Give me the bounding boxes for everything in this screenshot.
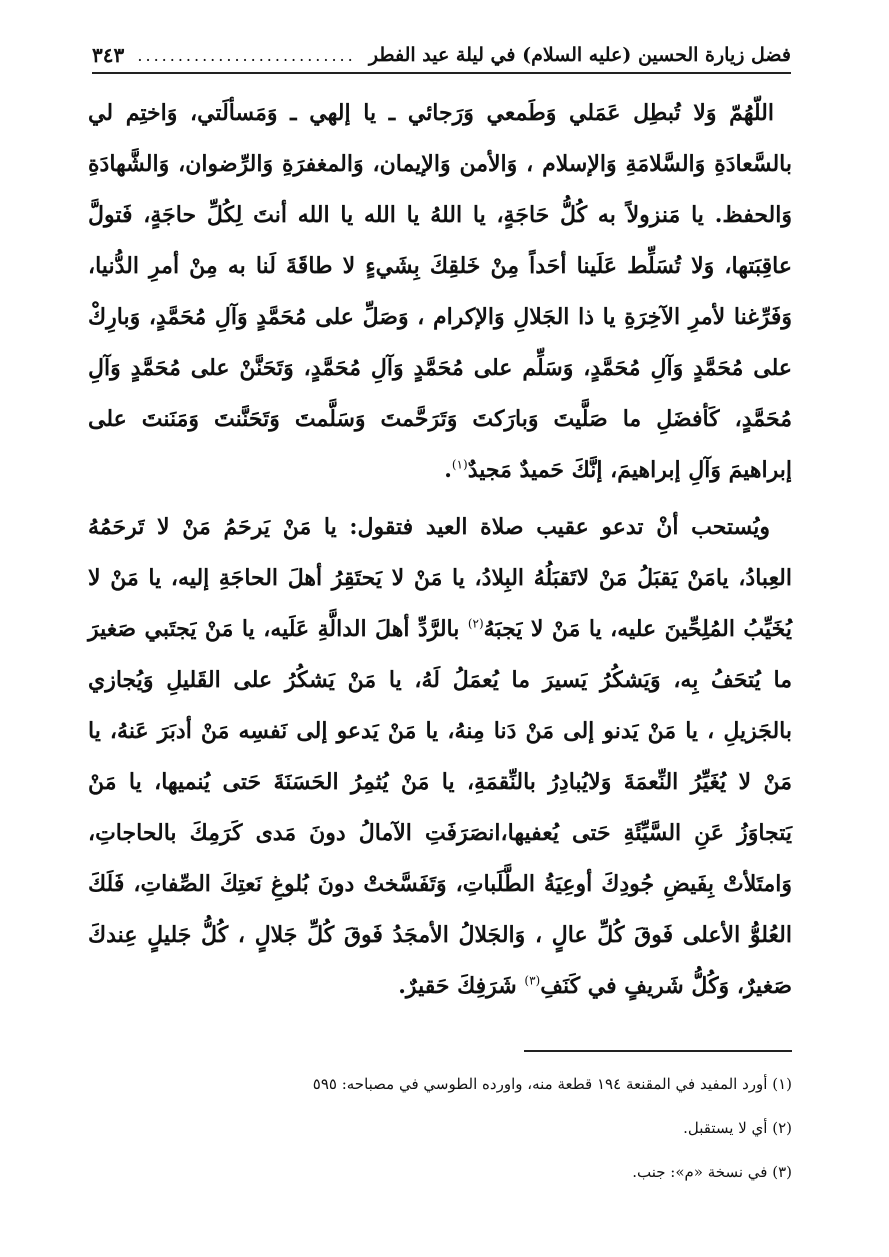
footnote-ref-3: (٣): [524, 973, 541, 988]
supplication-text-part-1: ويُستحب أنْ تدعو عقيب صلاة العيد فتقول: يا مَنْ يَرحَمُ مَنْ لا تَرحَمُهُ العِبادُ، يامَنْ يَقبَلُ مَنْ لاتَقبَلُهُ البِلادُ، يا مَنْ لا يَحتَقِرُ أهلَ الحاجَةِ إليه، يا مَنْ لا يُخَيِّبُ المُلِحِّينَ عليه، يا مَنْ لا يَجبَهُ: [88, 514, 793, 642]
supplication-paragraph: [88, 502, 792, 1012]
footnotes: [250, 1062, 792, 1194]
prayer-end-mark: .: [444, 457, 452, 483]
footnote-3: (٣) في نسخة «م»: جنب.: [632, 1163, 792, 1181]
supplication-text-part-2: بالرَّدِّ أهلَ الدالَّةِ عَلَيه، يا مَنْ يَجتَبي صَغيرَ ما يُتحَفُ بِه، وَيَشكُرُ يَسيرَ ما يُعمَلُ لَهُ، يا مَنْ يَشكُرُ على القَليلِ وَيُجازي بالجَزيلِ ، يا مَنْ يَدنو إلى مَنْ دَنا مِنهُ، يا مَنْ يَدعو إلى نَفسِه مَنْ أدبَرَ عَنهُ، يا مَنْ لا يُغَيِّرُ النِّعمَةَ وَلايُبادِرُ بالنِّقمَةِ، يا مَنْ يُثمِرُ الحَسَنَةَ حَتى يُنميها، يا مَنْ يَتجاوَزُ عَنِ السَّيِّئَةِ حَتى يُعفيها،انصَرَفَتِ الآمالُ دونَ مَدى كَرَمِكَ بالحاجاتِ، وَامتَلأتْ بِفَيضِ جُودِكَ أوعِيَةُ الطَّلَباتِ، وَتَفَسَّختْ دونَ بُلوغِ نَعتِكَ الصِّفاتِ، فَلَكَ العُلوُّ الأعلى فَوقَ كُلِّ عالٍ ، وَالجَلالُ الأمجَدُ فَوقَ كُلِّ جَلالٍ ، كُلُّ جَليلٍ عِندكَ صَغيرٌ، وَكُلُّ شَريفٍ في كَنَفِ: [88, 616, 792, 999]
footnote-ref-2: (٢): [467, 616, 484, 631]
footnote-ref-1: (١): [451, 457, 468, 472]
body-text: [88, 88, 792, 1012]
running-header: [92, 38, 791, 74]
prayer-text: اللّهُمّ وَلا تُبطِل عَمَلي وَطَمعي وَرَجائي ـ يا إلهي ـ وَمَسألَتي، وَاختِم لي بالسَّعادَةِ وَالسَّلامَةِ وَالإسلام ، وَالأمن وَالإيمان، وَالمغفرَةِ وَالرِّضوان، وَالشَّهادَةِ وَالحفظ. يا مَنزولاً به كُلُّ حَاجَةٍ، يا اللهُ يا الله يا الله أنتَ لِكُلِّ حاجَةٍ، فَتولَّ عاقِبَتها، وَلا تُسَلِّط عَلَينا أحَداً مِنْ خَلقِكَ بِشَيءٍ لا طاقَةَ لَنا به مِنْ أمرِ الدُّنيا، وَفَرِّغنا لأمرِ الآخِرَةِ يا ذا الجَلالِ وَالإكرام ، وَصَلِّ على مُحَمَّدٍ وَآلِ مُحَمَّدٍ، وَبارِكْ على مُحَمَّدٍ وَآلِ مُحَمَّدٍ، وَسَلِّم على مُحَمَّدٍ وَآلِ مُحَمَّدٍ، وَتَحَنَّنْ على مُحَمَّدٍ وَآلِ مُحَمَّدٍ، كَأفضَلِ ما صَلَّيتَ وَبارَكتَ وَتَرَحَّمتَ وَسَلَّمتَ وَتَحَنَّنتَ وَمَنَنتَ على إبراهيمَ وَآلِ إبراهيمَ، إنَّكَ حَميدٌ مَجيدٌ: [88, 100, 793, 483]
leader-dots: ...........................: [137, 45, 356, 65]
prayer-paragraph: [88, 88, 792, 496]
footnote-2: (٢) أي لا يستقبل.: [683, 1119, 792, 1137]
footnote-separator: [524, 1050, 792, 1052]
running-title: فضل زيارة الحسين (عليه السلام) في ليلة عيد الفطر: [368, 44, 791, 66]
page-number: ٣٤٣: [92, 43, 125, 67]
footnote-1: (١) أورد المفيد في المقنعة ١٩٤ قطعة منه، واورده الطوسي في مصباحه: ٥٩٥: [312, 1075, 792, 1093]
supplication-text-part-3: شَرَفِكَ حَقيرٌ.: [398, 973, 525, 999]
